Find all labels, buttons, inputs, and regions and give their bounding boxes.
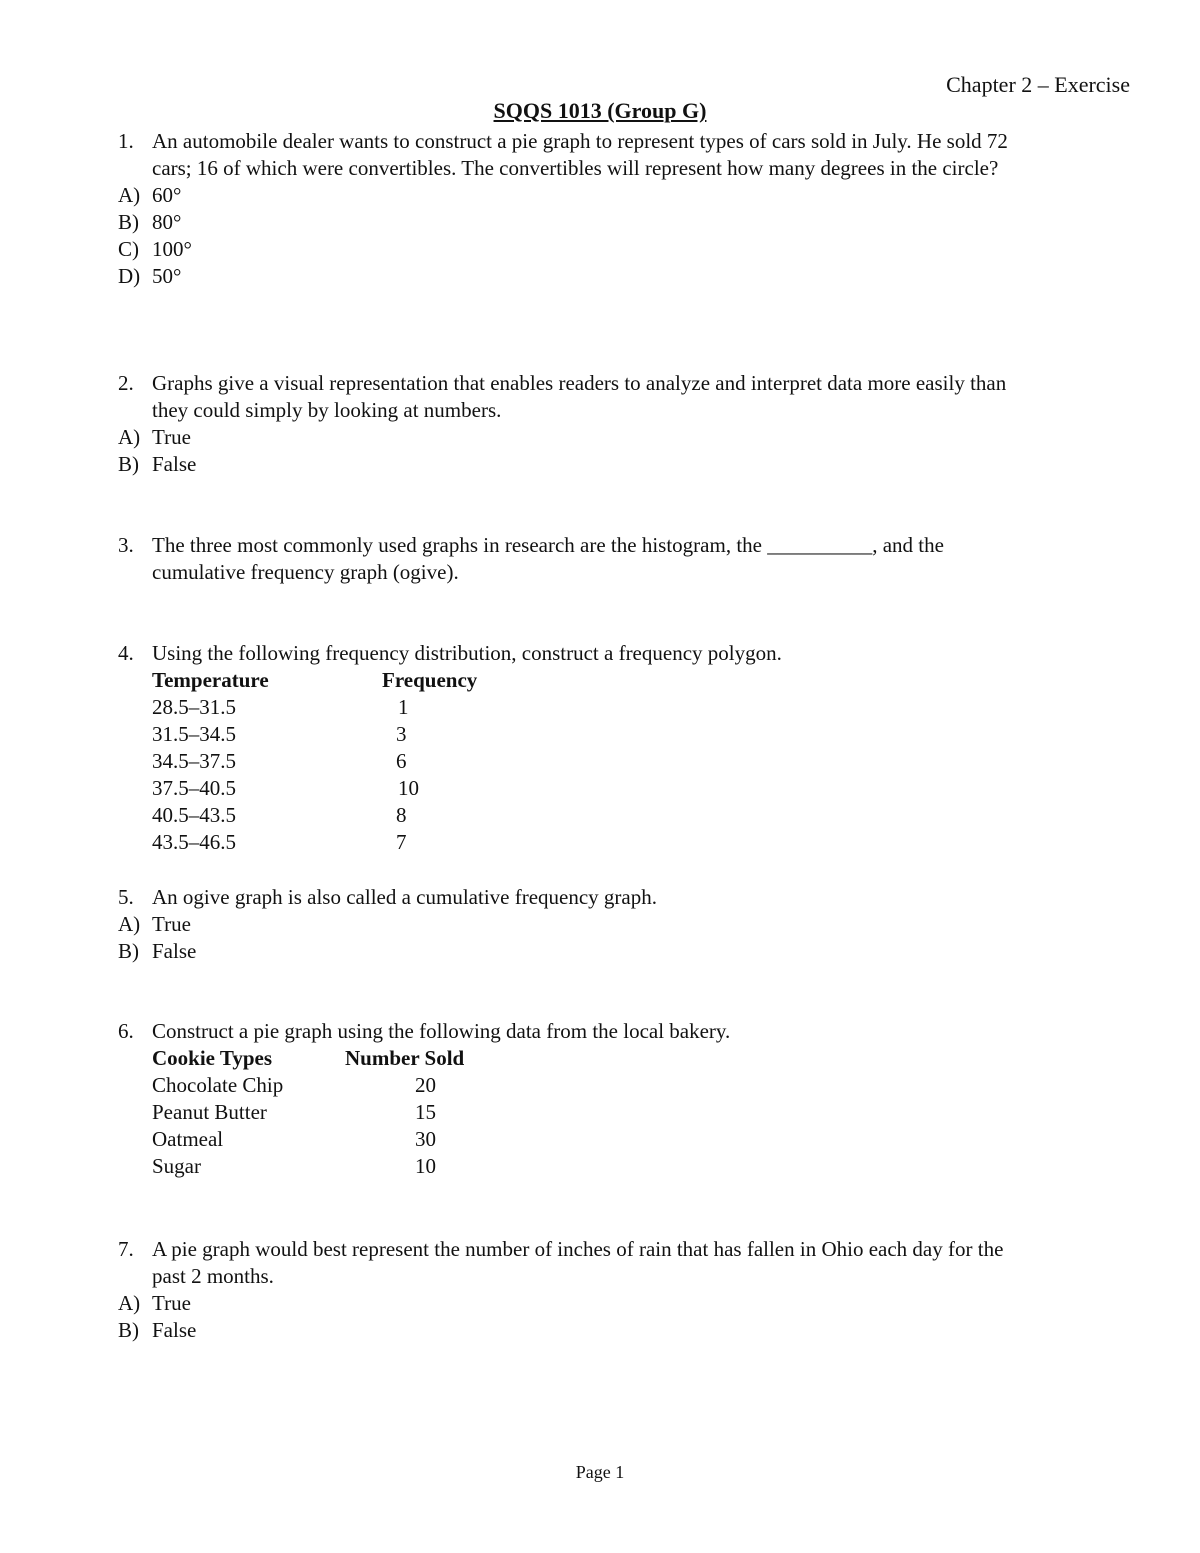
table-row xyxy=(152,1072,1018,1099)
option-text: 60° xyxy=(152,183,182,207)
option-text: 50° xyxy=(152,264,182,288)
table-cell: 1 xyxy=(398,695,409,719)
table-cell: 34.5–37.5 xyxy=(152,749,236,773)
table-cell: 3 xyxy=(396,722,407,746)
question-number: 2. xyxy=(118,371,134,395)
table-cell: 37.5–40.5 xyxy=(152,776,236,800)
table-header: Frequency xyxy=(382,668,478,692)
question-3 xyxy=(118,532,1018,586)
option-letter: A) xyxy=(118,425,141,449)
option-letter: D) xyxy=(118,264,141,288)
question-1 xyxy=(118,128,1018,290)
question-number: 3. xyxy=(118,533,134,557)
question-5 xyxy=(118,884,1018,965)
option-text: False xyxy=(152,939,197,963)
table-cell: Sugar xyxy=(152,1154,201,1178)
option-d xyxy=(118,263,1018,290)
table-header: Cookie Types xyxy=(152,1046,272,1070)
option-letter: B) xyxy=(118,939,139,963)
option-letter: B) xyxy=(118,1318,139,1342)
table-header: Temperature xyxy=(152,668,269,692)
table-row xyxy=(152,694,1018,721)
table-cell: 20 xyxy=(415,1073,436,1097)
table-cell: 30 xyxy=(415,1127,436,1151)
question-text: Construct a pie graph using the following data from the local bakery. xyxy=(152,1019,731,1043)
option-letter: B) xyxy=(118,210,139,234)
question-number: 7. xyxy=(118,1237,134,1261)
table-cell: 10 xyxy=(415,1154,436,1178)
option-a xyxy=(118,1290,1018,1317)
table-cell: 28.5–31.5 xyxy=(152,695,236,719)
table-header: Number Sold xyxy=(345,1046,465,1070)
frequency-table xyxy=(152,667,1018,856)
document-title: SQQS 1013 (Group G) xyxy=(493,98,707,123)
table-cell: Peanut Butter xyxy=(152,1100,267,1124)
table-cell: 7 xyxy=(396,830,407,854)
question-6 xyxy=(118,1018,1018,1180)
table-cell: 15 xyxy=(415,1100,436,1124)
table-cell: Chocolate Chip xyxy=(152,1073,284,1097)
table-row xyxy=(152,1153,1018,1180)
cookie-table xyxy=(152,1045,1018,1180)
table-row xyxy=(152,1126,1018,1153)
option-b xyxy=(118,938,1018,965)
option-text: False xyxy=(152,452,197,476)
page-number: Page 1 xyxy=(575,1462,625,1482)
table-cell: 10 xyxy=(398,776,419,800)
option-a xyxy=(118,182,1018,209)
question-text: An ogive graph is also called a cumulative frequency graph. xyxy=(152,885,657,909)
option-text: True xyxy=(152,425,191,449)
table-row xyxy=(152,748,1018,775)
option-letter: A) xyxy=(118,1291,141,1315)
table-row xyxy=(152,775,1018,802)
question-text: An automobile dealer wants to construct a pie graph to represent types of cars sold in July. He sold 72 cars; 16 of which were convertibles. The convertibles will represent how many degrees in the circle? xyxy=(152,129,1008,180)
table-row xyxy=(152,721,1018,748)
table-cell: 6 xyxy=(396,749,407,773)
question-text: Using the following frequency distribution, construct a frequency polygon. xyxy=(152,641,782,665)
question-7 xyxy=(118,1236,1018,1344)
question-number: 5. xyxy=(118,885,134,909)
option-text: True xyxy=(152,912,191,936)
option-a xyxy=(118,424,1018,451)
question-number: 6. xyxy=(118,1019,134,1043)
table-header-row xyxy=(152,667,1018,694)
table-cell: 40.5–43.5 xyxy=(152,803,236,827)
table-row xyxy=(152,1099,1018,1126)
table-cell: 8 xyxy=(396,803,407,827)
table-row xyxy=(152,829,1018,856)
question-text: A pie graph would best represent the number of inches of rain that has fallen in Ohio each day for the past 2 months. xyxy=(152,1237,1004,1288)
option-letter: C) xyxy=(118,237,139,261)
table-cell: 43.5–46.5 xyxy=(152,830,236,854)
chapter-header: Chapter 2 – Exercise xyxy=(946,72,1130,97)
option-letter: A) xyxy=(118,912,141,936)
table-cell: 31.5–34.5 xyxy=(152,722,236,746)
option-text: True xyxy=(152,1291,191,1315)
option-b xyxy=(118,451,1018,478)
table-header-row xyxy=(152,1045,1018,1072)
question-4 xyxy=(118,640,1018,856)
question-text: Graphs give a visual representation that enables readers to analyze and interpret data more easily than they could simply by looking at numbers. xyxy=(152,371,1007,422)
question-number: 4. xyxy=(118,641,134,665)
option-text: False xyxy=(152,1318,197,1342)
option-text: 100° xyxy=(152,237,192,261)
option-letter: A) xyxy=(118,183,141,207)
option-b xyxy=(118,209,1018,236)
option-text: 80° xyxy=(152,210,182,234)
table-cell: Oatmeal xyxy=(152,1127,224,1151)
question-2 xyxy=(118,370,1018,478)
question-number: 1. xyxy=(118,129,134,153)
table-row xyxy=(152,802,1018,829)
option-c xyxy=(118,236,1018,263)
option-b xyxy=(118,1317,1018,1344)
option-a xyxy=(118,911,1018,938)
option-letter: B) xyxy=(118,452,139,476)
question-text: The three most commonly used graphs in research are the histogram, the __________, and the cumulative frequency graph (ogive). xyxy=(152,533,944,584)
